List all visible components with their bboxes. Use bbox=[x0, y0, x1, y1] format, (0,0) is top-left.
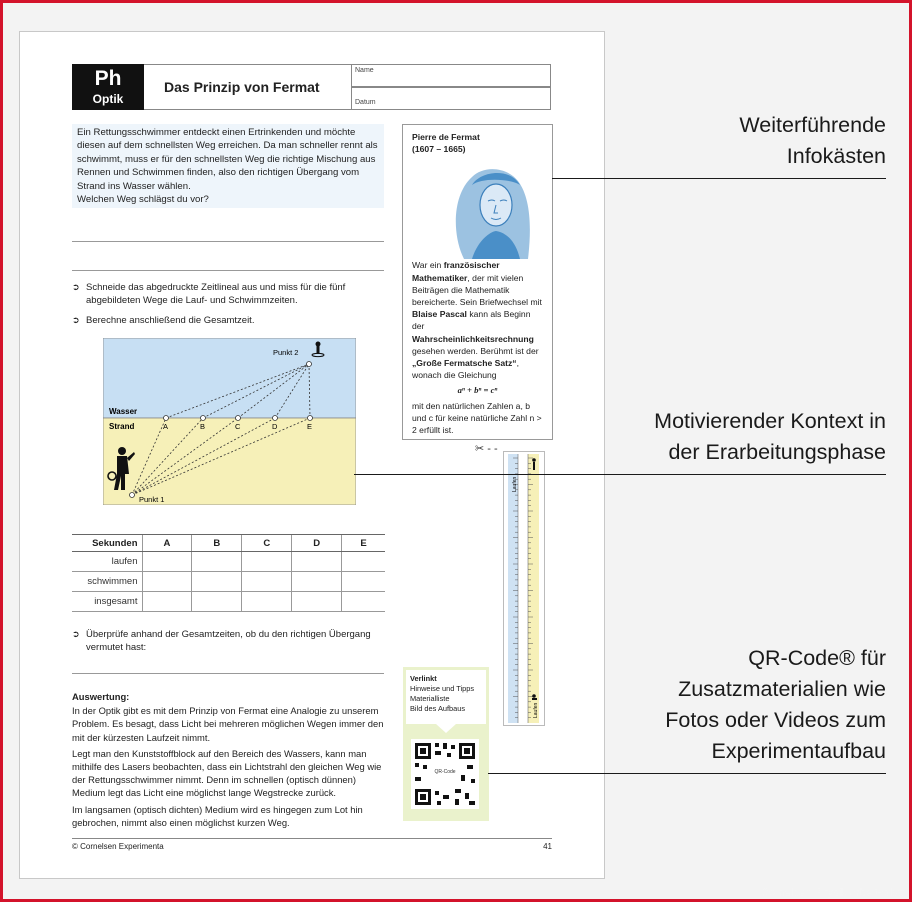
text-bold: Wahrscheinlichkeitsrechnung bbox=[412, 333, 534, 344]
cell[interactable] bbox=[342, 592, 385, 612]
point2-label: Punkt 2 bbox=[273, 348, 299, 357]
date-field[interactable] bbox=[352, 87, 551, 110]
task-3 bbox=[72, 628, 384, 654]
infobox-text bbox=[412, 259, 543, 381]
annotation-qr bbox=[665, 643, 886, 767]
infobox-text-2: mit den natürlichen Zahlen a, b und c für keine natürliche Zahl n > 2 erfüllt ist. bbox=[412, 400, 542, 436]
annotation-line: Infokästen bbox=[786, 144, 886, 168]
annotation-infoboxes bbox=[739, 110, 886, 172]
page-number: 41 bbox=[543, 842, 552, 851]
text-part: War ein bbox=[412, 260, 444, 271]
point1-label: Punkt 1 bbox=[139, 495, 165, 504]
arrow-icon: ➲ bbox=[72, 282, 80, 292]
copyright: © Cornelsen Experimenta bbox=[72, 842, 164, 851]
name-label: Name bbox=[355, 67, 374, 74]
text-part: gesehen werden. Berühmt ist der bbox=[412, 345, 539, 356]
scissors-icon: ✂ - - bbox=[475, 443, 498, 455]
text-bold: Blaise Pascal bbox=[412, 309, 467, 320]
lifeguard-diagram bbox=[103, 338, 356, 505]
row-label: schwimmen bbox=[72, 572, 142, 592]
text-part: kann als Beginn der bbox=[412, 309, 531, 332]
arrow-icon: ➲ bbox=[72, 629, 80, 639]
row-label: laufen bbox=[72, 552, 142, 572]
water-label: Wasser bbox=[109, 407, 138, 416]
verlinkt-title: Verlinkt bbox=[410, 674, 437, 683]
cell[interactable] bbox=[242, 592, 292, 612]
text-part: , der mit vielen Beiträgen die Mathematik bereicherte. Sein Briefwechsel mit bbox=[412, 272, 542, 308]
task-1 bbox=[72, 281, 384, 307]
annotation-context bbox=[654, 406, 886, 468]
text-part: , wonach die Gleichung bbox=[412, 358, 519, 381]
cell[interactable] bbox=[192, 592, 242, 612]
verlinkt-list bbox=[406, 670, 486, 724]
fermat-infobox bbox=[402, 124, 553, 440]
beach-label: Strand bbox=[109, 422, 135, 431]
verlinkt-item[interactable]: Materialliste bbox=[410, 694, 450, 703]
badge-small: Optik bbox=[92, 92, 124, 106]
header-cell: B bbox=[192, 535, 242, 552]
task-3-text: Überprüfe anhand der Gesamtzeiten, ob du den richtigen Übergang vermutet hast: bbox=[86, 629, 371, 654]
annotation-line: der Erarbeitungsphase bbox=[668, 440, 886, 464]
answer-line bbox=[72, 673, 384, 674]
ruler-label-top: Laufen bbox=[512, 476, 518, 492]
intro-box bbox=[72, 124, 384, 208]
header-cell: C bbox=[242, 535, 292, 552]
cell[interactable] bbox=[292, 592, 342, 612]
qr-code[interactable] bbox=[411, 739, 479, 809]
intro-text: Ein Rettungsschwimmer entdeckt einen Ertrinkenden und möchte diesen auf dem schnellsten Weg erreichen. Da man schneller rennt als schwimmt, muss er für den schnellsten Weg die richtige Mischung aus Rennen und Schwimmen finden, also den richtigen Übergang vom Strand ins Wasser wählen. bbox=[77, 127, 378, 192]
cell[interactable] bbox=[292, 572, 342, 592]
infobox-years: (1607 – 1665) bbox=[412, 144, 466, 155]
cell[interactable] bbox=[142, 592, 192, 612]
date-label: Datum bbox=[355, 99, 376, 106]
header-cell: D bbox=[292, 535, 342, 552]
pointer-line bbox=[552, 178, 886, 179]
annotation-line: Weiterführende bbox=[739, 113, 886, 137]
name-field[interactable] bbox=[352, 64, 551, 87]
text-bold: „Große Fermatsche Satz“ bbox=[412, 358, 517, 369]
beach-area bbox=[103, 418, 356, 505]
infobox-name: Pierre de Fermat bbox=[412, 132, 480, 142]
point-label: B bbox=[200, 422, 206, 431]
cell[interactable] bbox=[192, 552, 242, 572]
task-2 bbox=[72, 314, 384, 327]
answer-line bbox=[72, 241, 384, 242]
cell[interactable] bbox=[142, 572, 192, 592]
text-bold: französischer Mathematiker bbox=[412, 260, 500, 283]
cell[interactable] bbox=[342, 552, 385, 572]
table-header-row bbox=[72, 535, 385, 552]
evaluation-paragraph: In der Optik gibt es mit dem Prinzip von Fermat eine Analogie zu unserem Problem. Es besagt, dass Licht bei mehreren möglichen Wegen immer den mit der kürzesten Laufzeit nimmt. bbox=[72, 705, 384, 743]
annotation-line: QR-Code® für bbox=[748, 646, 886, 670]
badge-big: Ph bbox=[94, 67, 122, 90]
cell[interactable] bbox=[292, 552, 342, 572]
worksheet-page bbox=[19, 31, 605, 879]
header-cell: Sekunden bbox=[72, 535, 142, 552]
cell[interactable] bbox=[192, 572, 242, 592]
point-label: C bbox=[235, 422, 241, 431]
cell[interactable] bbox=[342, 572, 385, 592]
task-2-text: Berechne anschließend die Gesamtzeit. bbox=[86, 315, 255, 326]
worksheet-header bbox=[72, 64, 552, 110]
evaluation-heading: Auswertung: bbox=[72, 691, 130, 702]
row-label: insgesamt bbox=[72, 592, 142, 612]
pointer-line bbox=[488, 773, 886, 774]
evaluation-paragraph: Legt man den Kunststoffblock auf den Bereich des Wassers, kann man mithilfe des Lasers beobachten, dass ein Lichtstrahl den gleichen Weg wie der Rettungsschwimmer nimmt. Denn im schnellen (optisch dünnen) Medium legt das Licht eine möglichst lange Wegstrecke zurück. bbox=[72, 747, 382, 799]
annotation-line: Experimentaufbau bbox=[711, 739, 886, 763]
divider bbox=[72, 270, 384, 271]
fermat-portrait bbox=[412, 155, 543, 259]
evaluation-paragraph: Im langsamen (optisch dichten) Medium wird es hingegen zum Lot hin gebrochen, nimmt also einen möglichst kurzen Weg. bbox=[72, 803, 363, 828]
cell[interactable] bbox=[242, 552, 292, 572]
table-row bbox=[72, 592, 385, 612]
annotation-line: Zusatzmaterialien wie bbox=[678, 677, 886, 701]
annotation-line: Fotos oder Videos zum bbox=[665, 708, 886, 732]
cell[interactable] bbox=[142, 552, 192, 572]
intro-question: Welchen Weg schlägst du vor? bbox=[77, 194, 209, 206]
evaluation-section bbox=[72, 690, 388, 832]
page-footer bbox=[72, 838, 552, 851]
header-cell: E bbox=[342, 535, 385, 552]
subject-badge bbox=[72, 64, 144, 110]
ruler-label-bottom: Laufen bbox=[533, 702, 539, 718]
task-1-text: Schneide das abgedruckte Zeitlineal aus und miss für die fünf abgebildeten Wege die Lauf- und Schwimmzeiten. bbox=[86, 282, 346, 307]
verlinkt-item[interactable]: Bild des Aufbaus bbox=[410, 704, 466, 713]
verlinkt-item[interactable]: Hinweise und Tipps bbox=[410, 684, 475, 693]
point-label: E bbox=[307, 422, 313, 431]
verlinkt-box bbox=[403, 667, 489, 821]
watermark: Cornelsen Physik Arbeitsblatt bbox=[760, 887, 904, 899]
worksheet-title: Das Prinzip von Fermat bbox=[144, 64, 352, 110]
point-label: A bbox=[163, 422, 169, 431]
cell[interactable] bbox=[242, 572, 292, 592]
fermat-formula: aⁿ + bⁿ = cⁿ bbox=[457, 385, 498, 396]
arrow-icon: ➲ bbox=[72, 315, 80, 325]
time-table bbox=[72, 534, 385, 612]
table-row bbox=[72, 572, 385, 592]
point-label: D bbox=[272, 422, 278, 431]
table-row bbox=[72, 552, 385, 572]
time-ruler bbox=[503, 451, 545, 726]
annotation-line: Motivierender Kontext in bbox=[654, 409, 886, 433]
qr-label: QR-Code bbox=[434, 769, 456, 775]
pointer-line bbox=[354, 474, 886, 475]
header-cell: A bbox=[142, 535, 192, 552]
